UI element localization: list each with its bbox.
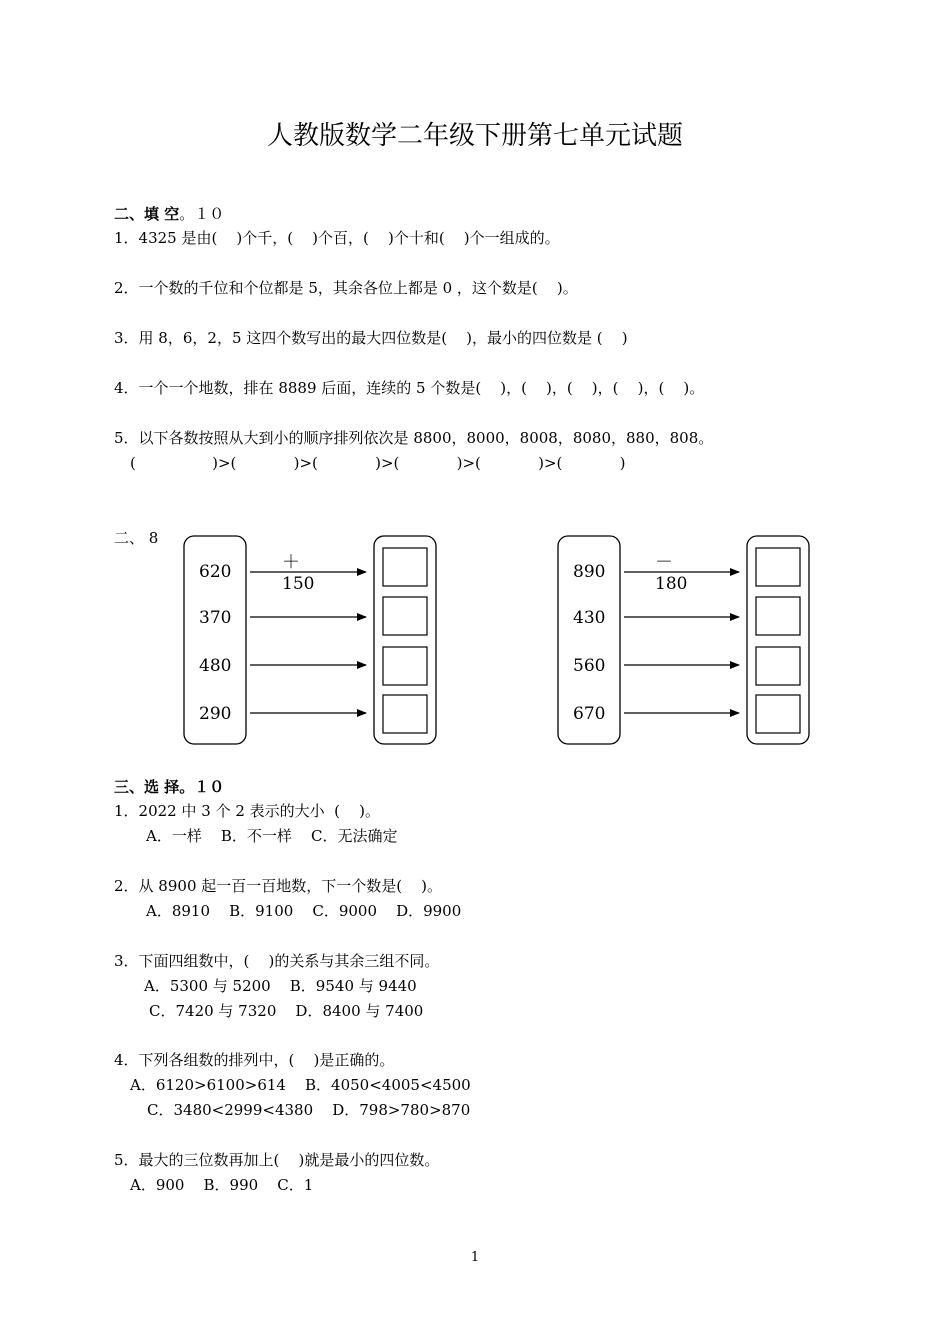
left-input-4: 290 bbox=[199, 704, 232, 724]
fill-score: 。１０ bbox=[179, 205, 225, 223]
choice-question-3-options-1: A．5300 与 5200 B．9540 与 9440 bbox=[144, 977, 417, 995]
right-operand: 180 bbox=[655, 574, 688, 594]
right-operator: － bbox=[655, 552, 673, 573]
fill-heading-text: 二、填 空 bbox=[114, 205, 180, 223]
left-diagram bbox=[184, 536, 436, 744]
right-input-1: 890 bbox=[573, 562, 606, 582]
right-answer-box-1[interactable] bbox=[756, 548, 800, 586]
choice-question-3-options-2: C．7420 与 7320 D．8400 与 7400 bbox=[149, 1002, 424, 1020]
choice-question-5: 5．最大的三位数再加上( )就是最小的四位数。 bbox=[114, 1151, 440, 1169]
left-input-1: 620 bbox=[199, 562, 232, 582]
choice-question-4-options-2: C．3480<2999<4380 D．798>780>870 bbox=[147, 1101, 471, 1119]
choice-question-2: 2．从 8900 起一百一百地数，下一个数是( )。 bbox=[114, 877, 443, 895]
left-answer-box-1[interactable] bbox=[383, 548, 427, 586]
right-diagram bbox=[558, 536, 809, 744]
page-number: 1 bbox=[470, 1250, 480, 1265]
fill-question-1: 1．4325 是由( )个千，( )个百，( )个十和( )个一组成的。 bbox=[114, 229, 560, 247]
right-answer-box-2[interactable] bbox=[756, 597, 800, 635]
fill-question-4: 4．一个一个地数，排在 8889 后面，连续的 5 个数是( )，( )，( )，( )，( )。 bbox=[114, 379, 705, 397]
choice-question-3: 3．下面四组数中，( )的关系与其余三组不同。 bbox=[114, 952, 440, 970]
fill-question-3: 3．用 8，6，2，5 这四个数写出的最大四位数是( )，最小的四位数是 ( ) bbox=[114, 329, 628, 347]
diagram-heading: 二、 8 bbox=[114, 529, 159, 547]
fill-question-5: 5．以下各数按照从大到小的顺序排列依次是 8800，8000，8008，8080，880，808。 bbox=[114, 429, 714, 447]
fill-question-5-blanks: ( )>( )>( )>( )>( )>( ) bbox=[130, 454, 626, 472]
choice-question-1: 1．2022 中 3 个 2 表示的大小 ( )。 bbox=[114, 802, 380, 820]
choice-question-1-options: A．一样 B．不一样 C．无法确定 bbox=[146, 827, 398, 845]
right-input-3: 560 bbox=[573, 656, 606, 676]
fill-question-2: 2．一个数的千位和个位都是 5，其余各位上都是 0 ，这个数是( )。 bbox=[114, 279, 578, 297]
choice-question-2-options: A．8910 B．9100 C．9000 D．9900 bbox=[146, 902, 462, 920]
right-input-2: 430 bbox=[573, 608, 606, 628]
left-operator: ＋ bbox=[282, 552, 300, 573]
right-input-4: 670 bbox=[573, 704, 606, 724]
left-answer-box-2[interactable] bbox=[383, 597, 427, 635]
choice-question-4: 4．下列各组数的排列中，( )是正确的。 bbox=[114, 1051, 395, 1069]
left-input-2: 370 bbox=[199, 608, 232, 628]
right-answer-box-3[interactable] bbox=[756, 647, 800, 685]
left-answer-box-3[interactable] bbox=[383, 647, 427, 685]
left-operand: 150 bbox=[282, 574, 315, 594]
choice-section-heading: 三、选 择。１０ bbox=[114, 778, 225, 796]
choice-question-5-options: A．900 B．990 C．1 bbox=[130, 1176, 314, 1194]
left-answer-box-4[interactable] bbox=[383, 695, 427, 733]
right-answer-box-4[interactable] bbox=[756, 695, 800, 733]
choice-question-4-options-1: A．6120>6100>614 B．4050<4005<4500 bbox=[130, 1076, 471, 1094]
page-title: 人教版数学二年级下册第七单元试题 bbox=[266, 121, 683, 151]
left-input-3: 480 bbox=[199, 656, 232, 676]
